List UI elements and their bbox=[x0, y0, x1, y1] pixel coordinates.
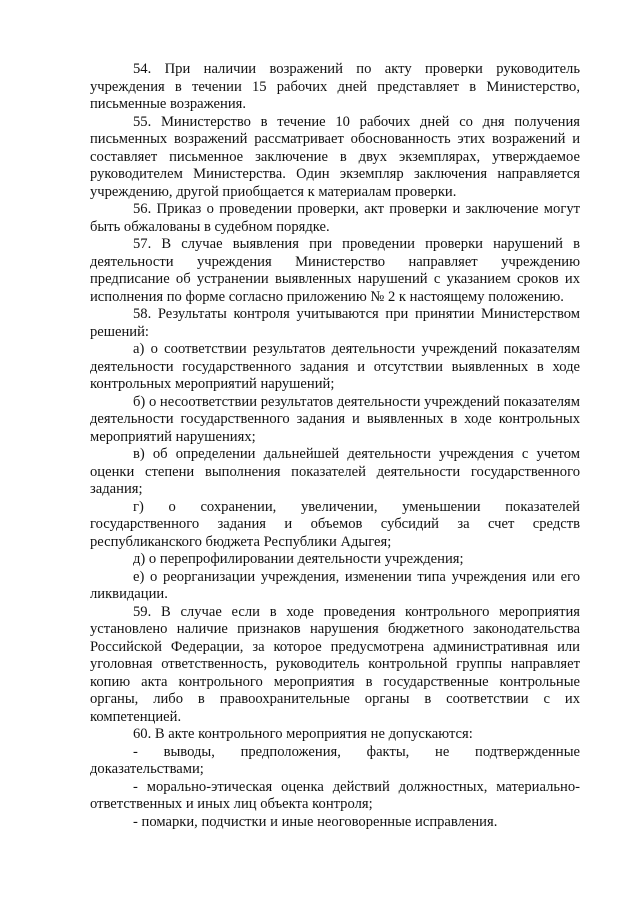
paragraph-60-item-3: - помарки, подчистки и иные неоговоренные исправления. bbox=[133, 813, 498, 830]
paragraph-55: 55. Министерство в течение 10 рабочих дней со дня получения письменных возражений рассматривает обоснованность этих возражений и составляет письменное заключение в двух экземплярах, утверждаемое руководителем Министерства. Один экземпляр заключения направляется учреждению, другой приобщается к материалам проверки. bbox=[90, 113, 580, 200]
paragraph-58-item-d: д) о перепрофилировании деятельности учреждения; bbox=[133, 551, 464, 567]
paragraph-56: 56. Приказ о проведении проверки, акт проверки и заключение могут быть обжалованы в судебном порядке. bbox=[90, 201, 580, 235]
paragraph-58-item-a: а) о соответствии результатов деятельности учреждений показателям деятельности государственного задания и отсутствии выявленных в ходе контрольных мероприятий нарушений; bbox=[90, 341, 580, 392]
paragraph-57: 57. В случае выявления при проведении проверки нарушений в деятельности учреждения Министерство направляет учреждению предписание об устранении выявленных нарушений с указанием сроков их исполнения по форме согласно приложению № 2 к настоящему положению. bbox=[90, 236, 580, 305]
paragraph-58-item-g: г) о сохранении, увеличении, уменьшении показателей государственного задания и объемов субсидий за счет средств республиканского бюджета Республики Адыгея; bbox=[90, 498, 580, 550]
document-page bbox=[90, 61, 580, 831]
paragraph-60-item-1: - выводы, предположения, факты, не подтвержденные доказательствами; bbox=[90, 743, 580, 777]
paragraph-58-item-b: б) о несоответствии результатов деятельности учреждений показателям деятельности государственного задания и выявленных в ходе контрольных мероприятий нарушениях; bbox=[90, 393, 580, 445]
paragraph-58-item-v: в) об определении дальнейшей деятельности учреждения с учетом оценки степени выполнения показателей деятельности государственного задания; bbox=[90, 446, 580, 497]
paragraph-54: 54. При наличии возражений по акту проверки руководитель учреждения в течении 15 рабочих дней представляет в Министерство, письменные возражения. bbox=[90, 61, 580, 112]
paragraph-60-item-2: - морально-этическая оценка действий должностных, материально-ответственных и иных лиц объекта контроля; bbox=[90, 778, 580, 812]
paragraph-58: 58. Результаты контроля учитываются при принятии Министерством решений: bbox=[90, 306, 580, 340]
paragraph-60: 60. В акте контрольного мероприятия не допускаются: bbox=[133, 726, 473, 742]
paragraph-58-item-e: е) о реорганизации учреждения, изменении типа учреждения или его ликвидации. bbox=[90, 568, 580, 602]
paragraph-59: 59. В случае если в ходе проведения контрольного мероприятия установлено наличие признаков нарушения бюджетного законодательства Российской Федерации, за которое предусмотрена административная или уголовная ответственность, руководитель контрольной группы направляет копию акта контрольного мероприятия в государственные контрольные органы, либо в правоохранительные органы в соответствии с их компетенцией. bbox=[90, 603, 580, 725]
